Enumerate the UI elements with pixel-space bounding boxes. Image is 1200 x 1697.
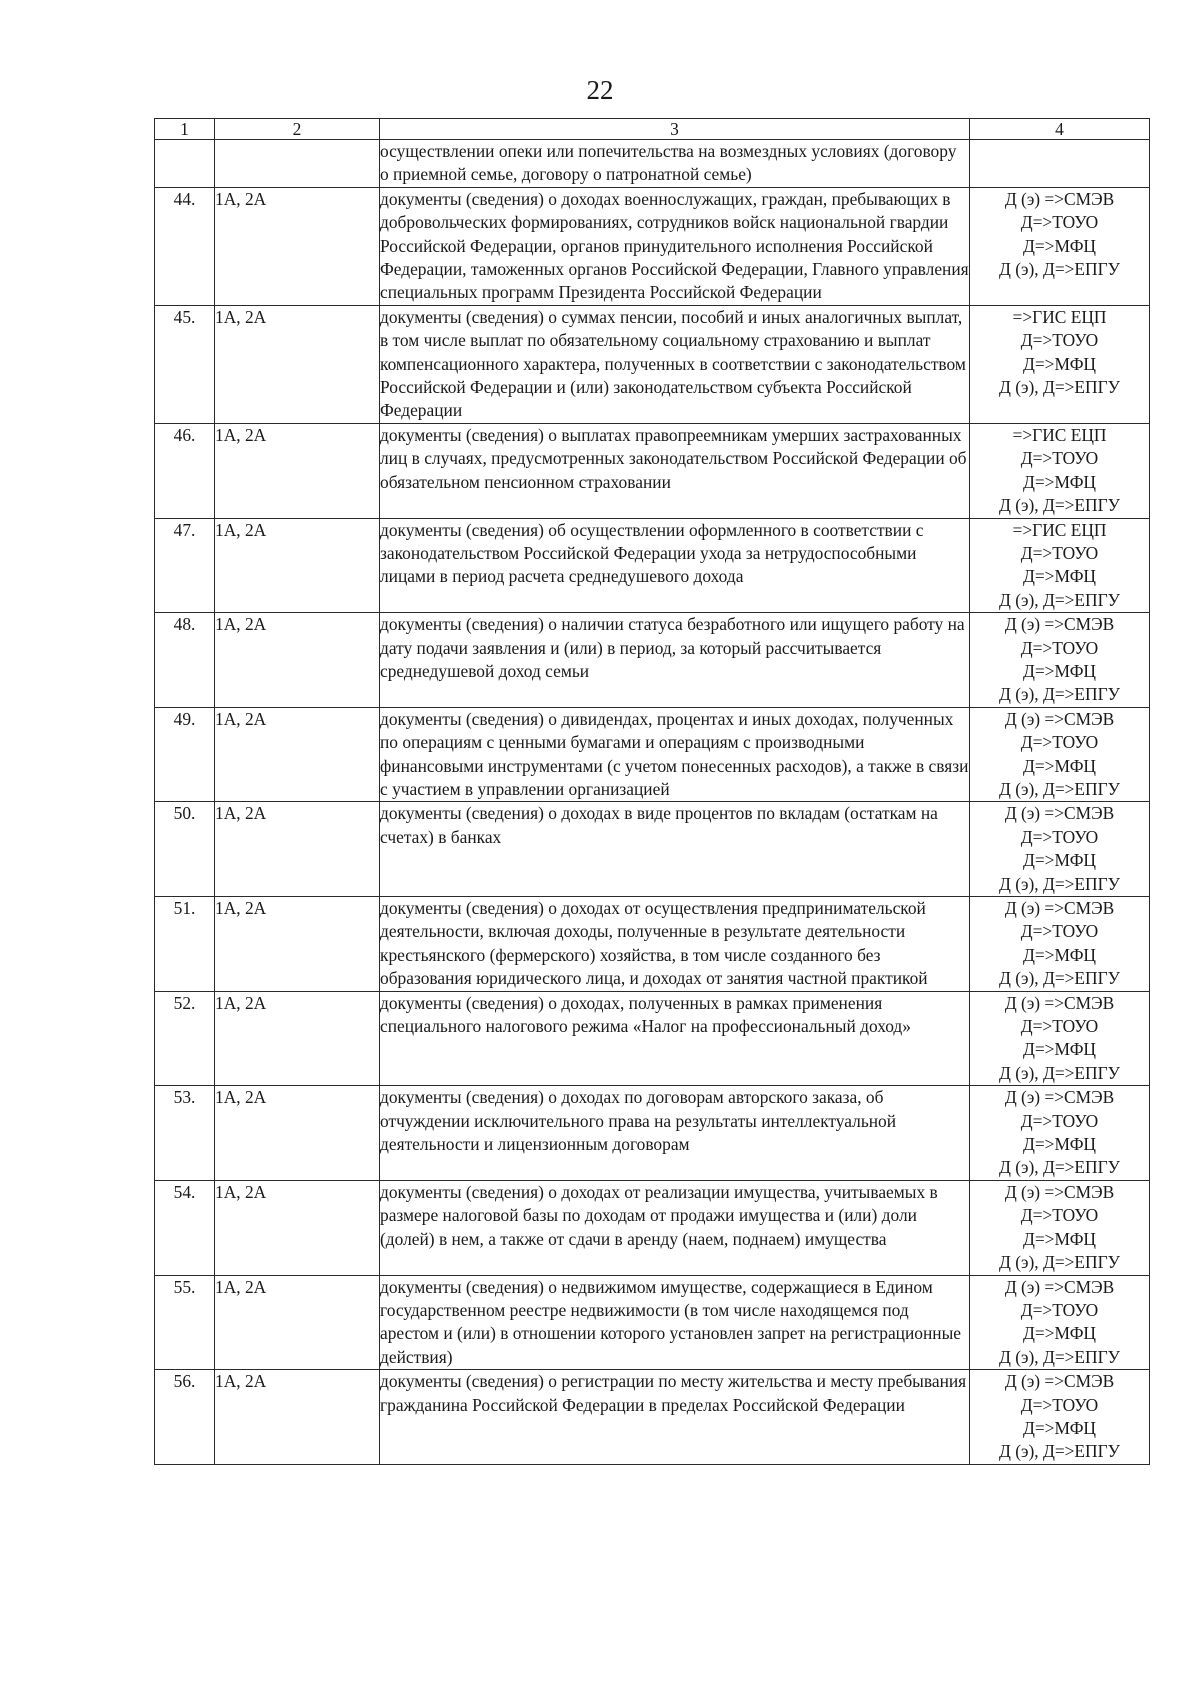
source-line: Д (э) =>СМЭВ [1004, 1276, 1115, 1297]
source-line: Д (э), Д=>ЕПГУ [999, 1157, 1120, 1178]
page-number: 22 [586, 75, 614, 105]
source-line: Д=>МФЦ [1022, 1323, 1096, 1344]
source-line: Д=>ТОУО [1020, 1299, 1099, 1320]
source-line: =>ГИС ЕЦП [1012, 519, 1107, 540]
row-category: 1А, 2А [215, 897, 380, 992]
table-row [155, 802, 1150, 897]
source-line: Д (э) =>СМЭВ [1004, 708, 1115, 729]
source-line: Д (э) =>СМЭВ [1004, 188, 1115, 209]
row-category: 1А, 2А [215, 423, 380, 518]
row-sources [970, 991, 1150, 1086]
row-description: документы (сведения) о дивидендах, процентах и иных доходах, полученных по операциям с ценными бумагами и операциям с производными финансовыми инструментами (с учетом понесенных расходов), а также в связи с участием в управлении организацией [380, 707, 970, 802]
source-line: Д (э), Д=>ЕПГУ [999, 495, 1120, 516]
source-line: Д=>ТОУО [1020, 1110, 1099, 1131]
source-line: Д=>МФЦ [1022, 850, 1096, 871]
header-col-1: 1 [155, 119, 215, 140]
row-number: 50. [155, 802, 215, 897]
table-row [155, 187, 1150, 305]
table-row [155, 1370, 1150, 1465]
source-line: Д=>МФЦ [1022, 1417, 1096, 1438]
row-description: документы (сведения) о наличии статуса безработного или ищущего работу на дату подачи заявления и (или) в период, за который рассчитывается среднедушевой доход семьи [380, 613, 970, 708]
source-line: Д=>МФЦ [1022, 1228, 1096, 1249]
header-row [155, 119, 1150, 140]
row-category: 1А, 2А [215, 707, 380, 802]
row-number: 56. [155, 1370, 215, 1465]
row-description: осуществлении опеки или попечительства на возмездных условиях (договору о приемной семье, договору о патронатной семье) [380, 140, 970, 188]
row-category: 1А, 2А [215, 187, 380, 305]
row-category: 1А, 2А [215, 613, 380, 708]
row-description: документы (сведения) о доходах в виде процентов по вкладам (остаткам на счетах) в банках [380, 802, 970, 897]
row-category: 1А, 2А [215, 518, 380, 613]
row-number: 46. [155, 423, 215, 518]
row-sources [970, 1275, 1150, 1370]
source-line: Д=>ТОУО [1020, 330, 1099, 351]
source-line: Д=>МФЦ [1022, 755, 1096, 776]
source-line: Д=>МФЦ [1022, 566, 1096, 587]
source-line: Д=>ТОУО [1020, 542, 1099, 563]
source-line: =>ГИС ЕЦП [1012, 306, 1107, 327]
source-line: Д=>МФЦ [1022, 660, 1096, 681]
table-row [155, 423, 1150, 518]
source-line: Д=>ТОУО [1020, 732, 1099, 753]
table-row [155, 1275, 1150, 1370]
source-line: Д (э), Д=>ЕПГУ [999, 968, 1120, 989]
table-row [155, 1180, 1150, 1275]
source-line: Д (э) =>СМЭВ [1004, 1371, 1115, 1392]
row-number: 48. [155, 613, 215, 708]
table-row [155, 897, 1150, 992]
row-category: 1А, 2А [215, 1180, 380, 1275]
row-description: документы (сведения) о доходах военнослужащих, граждан, пребывающих в добровольческих формированиях, сотрудников войск национальной гвардии Российской Федерации, органов принудительного исполнения Российской Федерации, таможенных органов Российской Федерации, Главного управления специальных программ Президента Российской Федерации [380, 187, 970, 305]
source-line: Д=>ТОУО [1020, 448, 1099, 469]
table-body [155, 140, 1150, 1465]
row-sources [970, 518, 1150, 613]
source-line: Д (э), Д=>ЕПГУ [999, 259, 1120, 280]
row-category: 1А, 2А [215, 1275, 380, 1370]
source-line: Д=>МФЦ [1022, 471, 1096, 492]
row-number: 51. [155, 897, 215, 992]
row-description: документы (сведения) о доходах, полученных в рамках применения специального налогового режима «Налог на профессиональный доход» [380, 991, 970, 1086]
source-line: Д (э), Д=>ЕПГУ [999, 778, 1120, 799]
row-description: документы (сведения) о регистрации по месту жительства и месту пребывания гражданина Российской Федерации в пределах Российской Федерации [380, 1370, 970, 1465]
header-col-3: 3 [380, 119, 970, 140]
documents-table [154, 118, 1150, 1465]
row-sources [970, 1086, 1150, 1181]
source-line: Д=>МФЦ [1022, 944, 1096, 965]
source-line: Д=>ТОУО [1020, 921, 1099, 942]
source-line: Д (э), Д=>ЕПГУ [999, 873, 1120, 894]
source-line: Д (э), Д=>ЕПГУ [999, 1346, 1120, 1367]
row-description: документы (сведения) о доходах от осуществления предпринимательской деятельности, включая доходы, полученные в результате деятельности крестьянского (фермерского) хозяйства, в том числе созданного без образования юридического лица, и доходах от занятия частной практикой [380, 897, 970, 992]
source-line: Д=>МФЦ [1022, 1039, 1096, 1060]
source-line: Д (э) =>СМЭВ [1004, 803, 1115, 824]
source-line: Д (э), Д=>ЕПГУ [999, 684, 1120, 705]
row-sources [970, 1370, 1150, 1465]
table-header [155, 119, 1150, 140]
source-line: Д=>ТОУО [1020, 1016, 1099, 1037]
row-number: 49. [155, 707, 215, 802]
source-line: Д=>МФЦ [1022, 353, 1096, 374]
source-line: Д=>МФЦ [1022, 235, 1096, 256]
row-category: 1А, 2А [215, 1370, 380, 1465]
row-sources [970, 187, 1150, 305]
row-number: 47. [155, 518, 215, 613]
row-number: 45. [155, 305, 215, 423]
row-number: 53. [155, 1086, 215, 1181]
row-description: документы (сведения) об осуществлении оформленного в соответствии с законодательством Российской Федерации ухода за нетрудоспособными лицами в период расчета среднедушевого дохода [380, 518, 970, 613]
source-line: Д (э) =>СМЭВ [1004, 1181, 1115, 1202]
row-sources [970, 305, 1150, 423]
row-sources [970, 802, 1150, 897]
source-line: Д=>ТОУО [1020, 1205, 1099, 1226]
header-col-4: 4 [970, 119, 1150, 140]
source-line: Д=>ТОУО [1020, 212, 1099, 233]
table-row [155, 140, 1150, 188]
source-line: Д=>ТОУО [1020, 637, 1099, 658]
source-line: Д (э) =>СМЭВ [1004, 614, 1115, 635]
row-sources [970, 1180, 1150, 1275]
table-row [155, 991, 1150, 1086]
source-line: Д (э) =>СМЭВ [1004, 898, 1115, 918]
source-line: Д=>ТОУО [1020, 826, 1099, 847]
row-number: 54. [155, 1180, 215, 1275]
row-description: документы (сведения) о доходах по договорам авторского заказа, об отчуждении исключительного права на результаты интеллектуальной деятельности и лицензионным договорам [380, 1086, 970, 1181]
source-line: Д=>МФЦ [1022, 1134, 1096, 1155]
row-sources [970, 140, 1150, 188]
source-line: Д (э) =>СМЭВ [1004, 992, 1115, 1013]
table-row [155, 518, 1150, 613]
row-number: 52. [155, 991, 215, 1086]
row-description: документы (сведения) о недвижимом имуществе, содержащиеся в Едином государственном реестре недвижимости (в том числе находящемся под арестом и (или) в отношении которого установлен запрет на регистрационные действия) [380, 1275, 970, 1370]
row-number: 44. [155, 187, 215, 305]
header-col-2: 2 [215, 119, 380, 140]
row-sources [970, 897, 1150, 992]
row-category: 1А, 2А [215, 305, 380, 423]
source-line: Д (э), Д=>ЕПГУ [999, 1441, 1120, 1462]
row-category: 1А, 2А [215, 991, 380, 1086]
table-row [155, 613, 1150, 708]
row-sources [970, 423, 1150, 518]
source-line: =>ГИС ЕЦП [1012, 424, 1107, 445]
source-line: Д=>ТОУО [1020, 1394, 1099, 1415]
row-category: 1А, 2А [215, 802, 380, 897]
source-line: Д (э), Д=>ЕПГУ [999, 589, 1120, 610]
row-number: 55. [155, 1275, 215, 1370]
source-line: Д (э), Д=>ЕПГУ [999, 377, 1120, 398]
row-sources [970, 613, 1150, 708]
row-category [215, 140, 380, 188]
source-line: Д (э), Д=>ЕПГУ [999, 1252, 1120, 1273]
source-line: Д (э), Д=>ЕПГУ [999, 1062, 1120, 1083]
row-description: документы (сведения) о доходах от реализации имущества, учитываемых в размере налоговой базы по доходам от продажи имущества и (или) доли (долей) в нем, а также от сдачи в аренду (наем, поднаем) имущества [380, 1180, 970, 1275]
row-description: документы (сведения) о выплатах правопреемникам умерших застрахованных лиц в случаях, предусмотренных законодательством Российской Федерации об обязательном пенсионном страховании [380, 423, 970, 518]
row-sources [970, 707, 1150, 802]
source-line: Д (э) =>СМЭВ [1004, 1087, 1115, 1108]
row-description: документы (сведения) о суммах пенсии, пособий и иных аналогичных выплат, в том числе выплат по обязательному социальному страхованию и выплат компенсационного характера, полученных в соответствии с законодательством Российской Федерации и (или) законодательством субъекта Российской Федерации [380, 305, 970, 423]
table-row [155, 305, 1150, 423]
table-row [155, 707, 1150, 802]
table-row [155, 1086, 1150, 1181]
row-category: 1А, 2А [215, 1086, 380, 1181]
row-number [155, 140, 215, 188]
